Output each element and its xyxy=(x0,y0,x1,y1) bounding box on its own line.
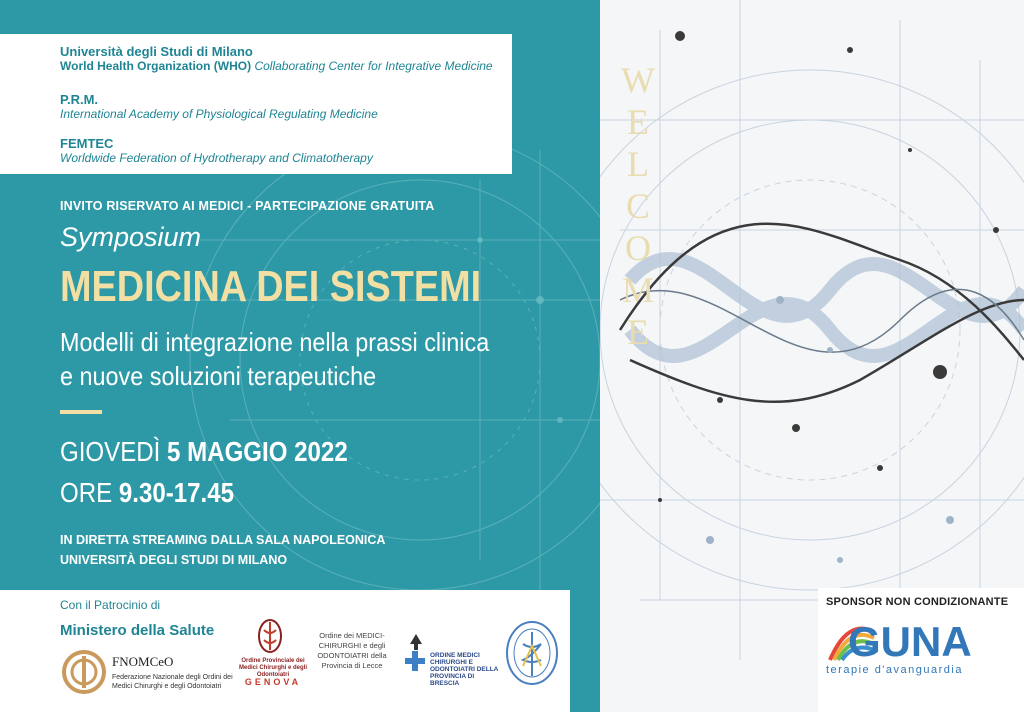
sponsor-label: SPONSOR NON CONDIZIONANTE xyxy=(826,596,1009,608)
organizer-femtec: FEMTEC Worldwide Federation of Hydrotherapy and Climatotherapy xyxy=(60,136,373,165)
invite-notice: INVITO RISERVATO AI MEDICI - PARTECIPAZIONE GRATUITA xyxy=(60,199,435,213)
ministry-name: Ministero della Salute xyxy=(60,622,215,639)
brescia-order-logo-icon xyxy=(402,632,430,676)
event-date: GIOVEDÌ 5 MAGGIO 2022 xyxy=(60,436,348,467)
event-subtitle: Modelli di integrazione nella prassi clinica e nuove soluzioni terapeutiche xyxy=(60,327,490,391)
streaming-info: IN DIRETTA STREAMING DALLA SALA NAPOLEONICA UNIVERSITÀ DEGLI STUDI DI MILANO xyxy=(60,533,386,567)
genova-order-logo-icon xyxy=(256,618,284,654)
fnomceo-name: FNOMCeO xyxy=(112,654,174,669)
organizer-prm: P.R.M. International Academy of Physiological Regulating Medicine xyxy=(60,92,378,121)
medical-seal-icon xyxy=(505,620,559,686)
patronage-label: Con il Patrocinio di xyxy=(60,598,161,612)
fnomceo-logo-icon xyxy=(62,650,106,694)
welcome-vertical-text: WELCOME xyxy=(618,60,658,354)
lecce-order-text: Ordine dei MEDICI-CHIRURGHI e degli ODONTOIATRI della Provincia di Lecce xyxy=(317,631,387,670)
guna-brand: GUNA xyxy=(848,618,972,664)
event-time: ORE 9.30-17.45 xyxy=(60,477,235,508)
event-type: Symposium xyxy=(60,222,202,252)
guna-tagline: terapie d'avanguardia xyxy=(826,664,963,676)
genova-order-text: Ordine Provinciale dei Medici Chirurghi e degli Odontoiatri GENOVA xyxy=(238,658,307,687)
fnomceo-subtitle: Federazione Nazionale degli Ordini dei Medici Chirurghi e degli Odontoiatri xyxy=(112,674,233,690)
organizer-unimi: Università degli Studi di Milano World Health Organization (WHO) Collaborating Center for Integrative Medicine xyxy=(60,44,493,73)
event-title: MEDICINA DEI SISTEMI xyxy=(60,262,482,311)
gold-divider xyxy=(60,410,102,414)
guna-logo xyxy=(826,612,996,664)
brescia-order-text: ORDINE MEDICI CHIRURGHI E ODONTOIATRI DELLA PROVINCIA DI BRESCIA xyxy=(430,652,499,687)
